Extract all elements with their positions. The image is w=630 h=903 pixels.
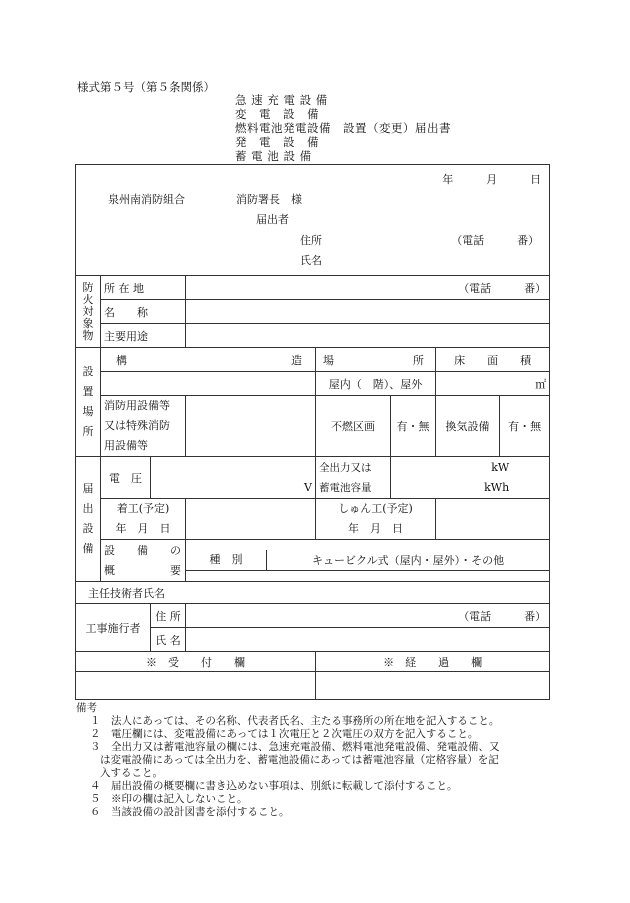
- contractor-address-label: 住 所: [151, 604, 186, 628]
- usage-label: 主要用途: [101, 324, 186, 348]
- floor-area-label: 床 面 積: [436, 348, 550, 372]
- start-date-value[interactable]: [186, 499, 316, 540]
- notifier-label: 届出者: [256, 213, 289, 226]
- note-item-4: ４ 届出設備の概要欄に書き込めない事項は、別紙に転載して添付すること。: [90, 780, 458, 792]
- fire-equipment-value[interactable]: [186, 396, 316, 457]
- place-header: [316, 348, 436, 372]
- structure-label-a: 構: [116, 353, 127, 367]
- notes-heading: 備考: [76, 702, 97, 714]
- phone-label: （電話 番）: [451, 234, 540, 247]
- contractor-name-value[interactable]: [186, 628, 550, 652]
- noncombustible-choice[interactable]: 有・無: [391, 396, 436, 457]
- note-item-3-cont-2: 入すること。: [100, 767, 163, 779]
- note-item-6: ６ 当該設備の設計図書を添付すること。: [90, 806, 290, 818]
- structure-value[interactable]: [101, 372, 316, 396]
- equipment-section-label: 届 出 設 備: [76, 457, 101, 582]
- place-label-a: 場: [323, 353, 334, 367]
- indoor-outdoor: 屋内（ 階）、屋外: [316, 372, 436, 396]
- completion-date-label: しゅん工(予定) 年 月 日: [316, 499, 436, 540]
- structure-header: [101, 348, 316, 372]
- title-line-1: 急 速 充 電 設 備: [235, 93, 328, 107]
- unit-kwh: kWh: [484, 480, 510, 494]
- address-label: 住所: [300, 234, 322, 247]
- target-name-label: 名 称: [101, 300, 186, 324]
- ventilation-choice[interactable]: 有・無: [500, 396, 550, 457]
- addressee-org: 泉州南消防組合: [108, 193, 185, 206]
- start-date-label: 着工(予定) 年 月 日: [101, 499, 186, 540]
- outline-block: [186, 540, 550, 582]
- fire-equipment-label: 消防用設備等 又は特殊消防 用設備等: [101, 396, 186, 457]
- header-block: [76, 165, 550, 276]
- type-label: 種 別: [186, 550, 267, 570]
- engineer-label: 主任技術者氏名: [76, 582, 550, 604]
- unit-kw: kW: [491, 460, 510, 474]
- floor-area-unit: ㎡: [436, 372, 550, 396]
- usage-value[interactable]: [186, 324, 550, 348]
- noncombustible-label: 不燃区画: [316, 396, 391, 457]
- notes: [76, 702, 556, 819]
- location-label: 所 在 地: [101, 276, 186, 300]
- title-line-5: 蓄 電 池 設 備: [235, 149, 312, 163]
- title-line-4: 発 電 設 備: [235, 135, 319, 149]
- contractor-name-label: 氏 名: [151, 628, 186, 652]
- cubicle-option: キュービクル式（屋内・屋外）・その他: [312, 554, 505, 567]
- note-item-1: １ 法人にあっては、その名称、代表者氏名、主たる事務所の所在地を記入すること。: [90, 715, 500, 727]
- title-line-3: 燃料電池発電設備 設置（変更）届出書: [235, 121, 451, 135]
- reception-label: ※ 受 付 欄: [76, 652, 316, 672]
- output-units: [391, 457, 550, 499]
- contractor-label: 工事施行者: [76, 604, 151, 652]
- voltage-label: 電 圧: [101, 457, 151, 499]
- name-label: 氏名: [300, 254, 322, 267]
- completion-date-value[interactable]: [436, 499, 550, 540]
- progress-label: ※ 経 過 欄: [316, 652, 550, 672]
- place-label-b: 所: [413, 353, 424, 367]
- notification-form: [75, 164, 550, 700]
- progress-box: [316, 672, 550, 700]
- reception-box: [76, 672, 316, 700]
- title-line-2: 変 電 設 備: [235, 107, 319, 121]
- structure-label-b: 造: [291, 353, 302, 367]
- addressee-title: 消防署長 様: [236, 193, 302, 206]
- ventilation-label: 換気設備: [436, 396, 500, 457]
- note-item-3-cont-1: は変電設備にあっては全出力を、蓄電池設備にあっては蓄電池容量（定格容量）を記: [100, 754, 499, 766]
- date: 年 月 日: [442, 173, 542, 186]
- voltage-unit: V: [151, 457, 316, 499]
- location-phone: （電話 番）: [186, 276, 550, 300]
- target-section-label: 防 火 対 象 物: [76, 276, 101, 348]
- contractor-phone: （電話 番）: [186, 604, 550, 628]
- note-item-3: ３ 全出力又は蓄電池容量の欄には、急速充電設備、燃料電池発電設備、発電設備、又: [90, 741, 500, 753]
- outline-label: 設 備 の 概 要: [101, 540, 186, 582]
- install-section-label: 設 置 場 所: [76, 348, 101, 457]
- output-label: 全出力又は 蓄電池容量: [316, 457, 391, 499]
- target-name-value[interactable]: [186, 300, 550, 324]
- form-number: 様式第５号（第５条関係）: [77, 80, 215, 94]
- note-item-5: ５ ※印の欄は記入しないこと。: [90, 793, 248, 805]
- note-item-2: ２ 電圧欄には、変電設備にあっては１次電圧と２次電圧の双方を記入すること。: [90, 728, 479, 740]
